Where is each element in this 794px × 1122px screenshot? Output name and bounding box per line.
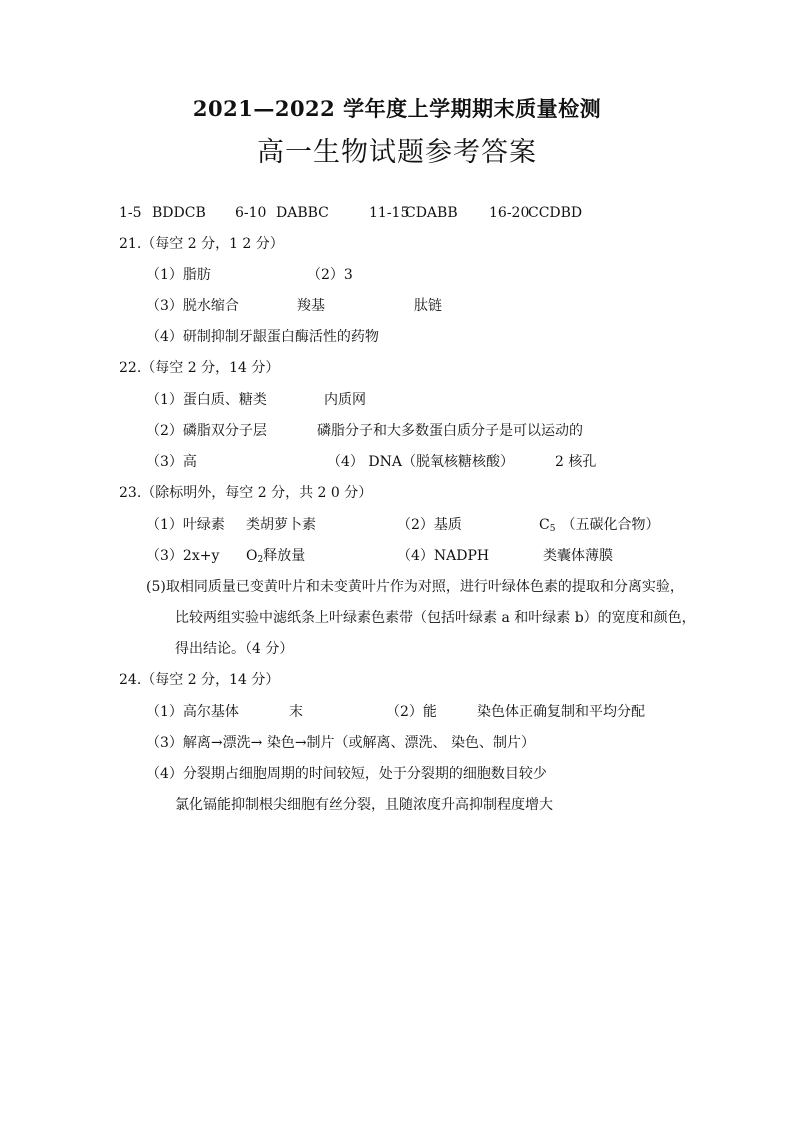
q22-answer-4: （4） DNA（脱氧核糖核酸）: [327, 454, 514, 470]
q23-answer-5-line3: 得出结论。（4 分）: [175, 641, 294, 657]
q21-answer-2: （2）3: [307, 267, 353, 283]
mc-answers-2: DABBC: [276, 205, 329, 221]
q22-answer-2a: （2）磷脂双分子层: [146, 423, 267, 439]
o2-symbol: O: [246, 548, 258, 564]
q22-answer-4b: 2 核孔: [555, 454, 597, 470]
q22-answer-2b: 磷脂分子和大多数蛋白质分子是可以运动的: [317, 423, 583, 439]
q23-heading-text: 23.（除标明外，每空 2 分，共 2 0 分）: [119, 485, 373, 501]
title-line-1: 2021—2022 学年度上学期期末质量检测: [192, 96, 602, 121]
q23-answer-1b: 类胡萝卜素: [246, 517, 316, 533]
q24-answer-3: （3）解离→漂洗→ 染色→制片（或解离、漂洗、 染色、制片）: [146, 735, 535, 751]
q23-answer-2b: [539, 515, 659, 535]
q21-answer-3b: 羧基: [297, 298, 325, 314]
mc-range-3: 11-15: [369, 205, 410, 221]
q21-answer-3a: （3）脱水缩合: [146, 298, 239, 314]
q23-answer-5-line2: 比较两组实验中滤纸条上叶绿素色素带（包括叶绿素 a 和叶绿素 b）的宽度和颜色，: [175, 610, 696, 626]
c5-symbol: C: [539, 517, 550, 533]
q24-answer-2a: （2）能: [386, 704, 437, 720]
q22-answer-3: （3）高: [146, 454, 197, 470]
mc-answers-4: CCDBD: [528, 205, 583, 221]
mc-range-4: 16-20: [489, 205, 530, 221]
q21-heading-text: 21.（每空 2 分，1 2 分）: [119, 236, 284, 252]
c5-subscript: 5: [549, 524, 556, 534]
q23-answer-3b: [246, 546, 305, 566]
q23-answer-2a: （2）基质: [397, 517, 462, 533]
mc-range-1: 1-5: [119, 205, 142, 221]
q22-answer-1a: （1）蛋白质、糖类: [146, 392, 267, 408]
q21-answer-3c: 肽链: [414, 298, 442, 314]
title-line-2: 高一生物试题参考答案: [257, 137, 537, 168]
q24-answer-2b: 染色体正确复制和平均分配: [477, 704, 645, 720]
q23-answer-1a: （1）叶绿素: [146, 517, 225, 533]
q21-answer-4: （4）研制抑制牙龈蛋白酶活性的药物: [146, 329, 379, 345]
mc-answers-3: CDABB: [405, 205, 458, 221]
q21-answer-1: （1）脂肪: [146, 267, 211, 283]
q24-answer-4-line2: 氯化镉能抑制根尖细胞有丝分裂，且随浓度升高抑制程度增大: [175, 797, 553, 813]
o2-subscript: 2: [257, 555, 264, 565]
q22-heading-text: 22.（每空 2 分，14 分）: [119, 360, 280, 376]
q24-answer-1a: （1）高尔基体: [146, 704, 239, 720]
q23-answer-3a: （3）2x+y: [146, 548, 220, 564]
q24-heading-text: 24.（每空 2 分，14 分）: [119, 672, 280, 688]
mc-range-2: 6-10: [235, 205, 267, 221]
q24-answer-1b: 末: [289, 704, 303, 720]
q23-answer-5-line1: (5)取相同质量已变黄叶片和未变黄叶片作为对照，进行叶绿体色素的提取和分离实验，: [146, 579, 684, 595]
q22-answer-1b: 内质网: [324, 392, 366, 408]
q23-answer-4b: 类囊体薄膜: [543, 548, 613, 564]
q24-answer-4-line1: （4）分裂期占细胞周期的时间较短，处于分裂期的细胞数目较少: [146, 766, 547, 782]
q23-answer-4a: （4）NADPH: [397, 548, 490, 564]
c5-note: （五碳化合物）: [561, 517, 660, 533]
o2-note: 释放量: [263, 548, 306, 564]
mc-answers-1: BDDCB: [152, 205, 206, 221]
